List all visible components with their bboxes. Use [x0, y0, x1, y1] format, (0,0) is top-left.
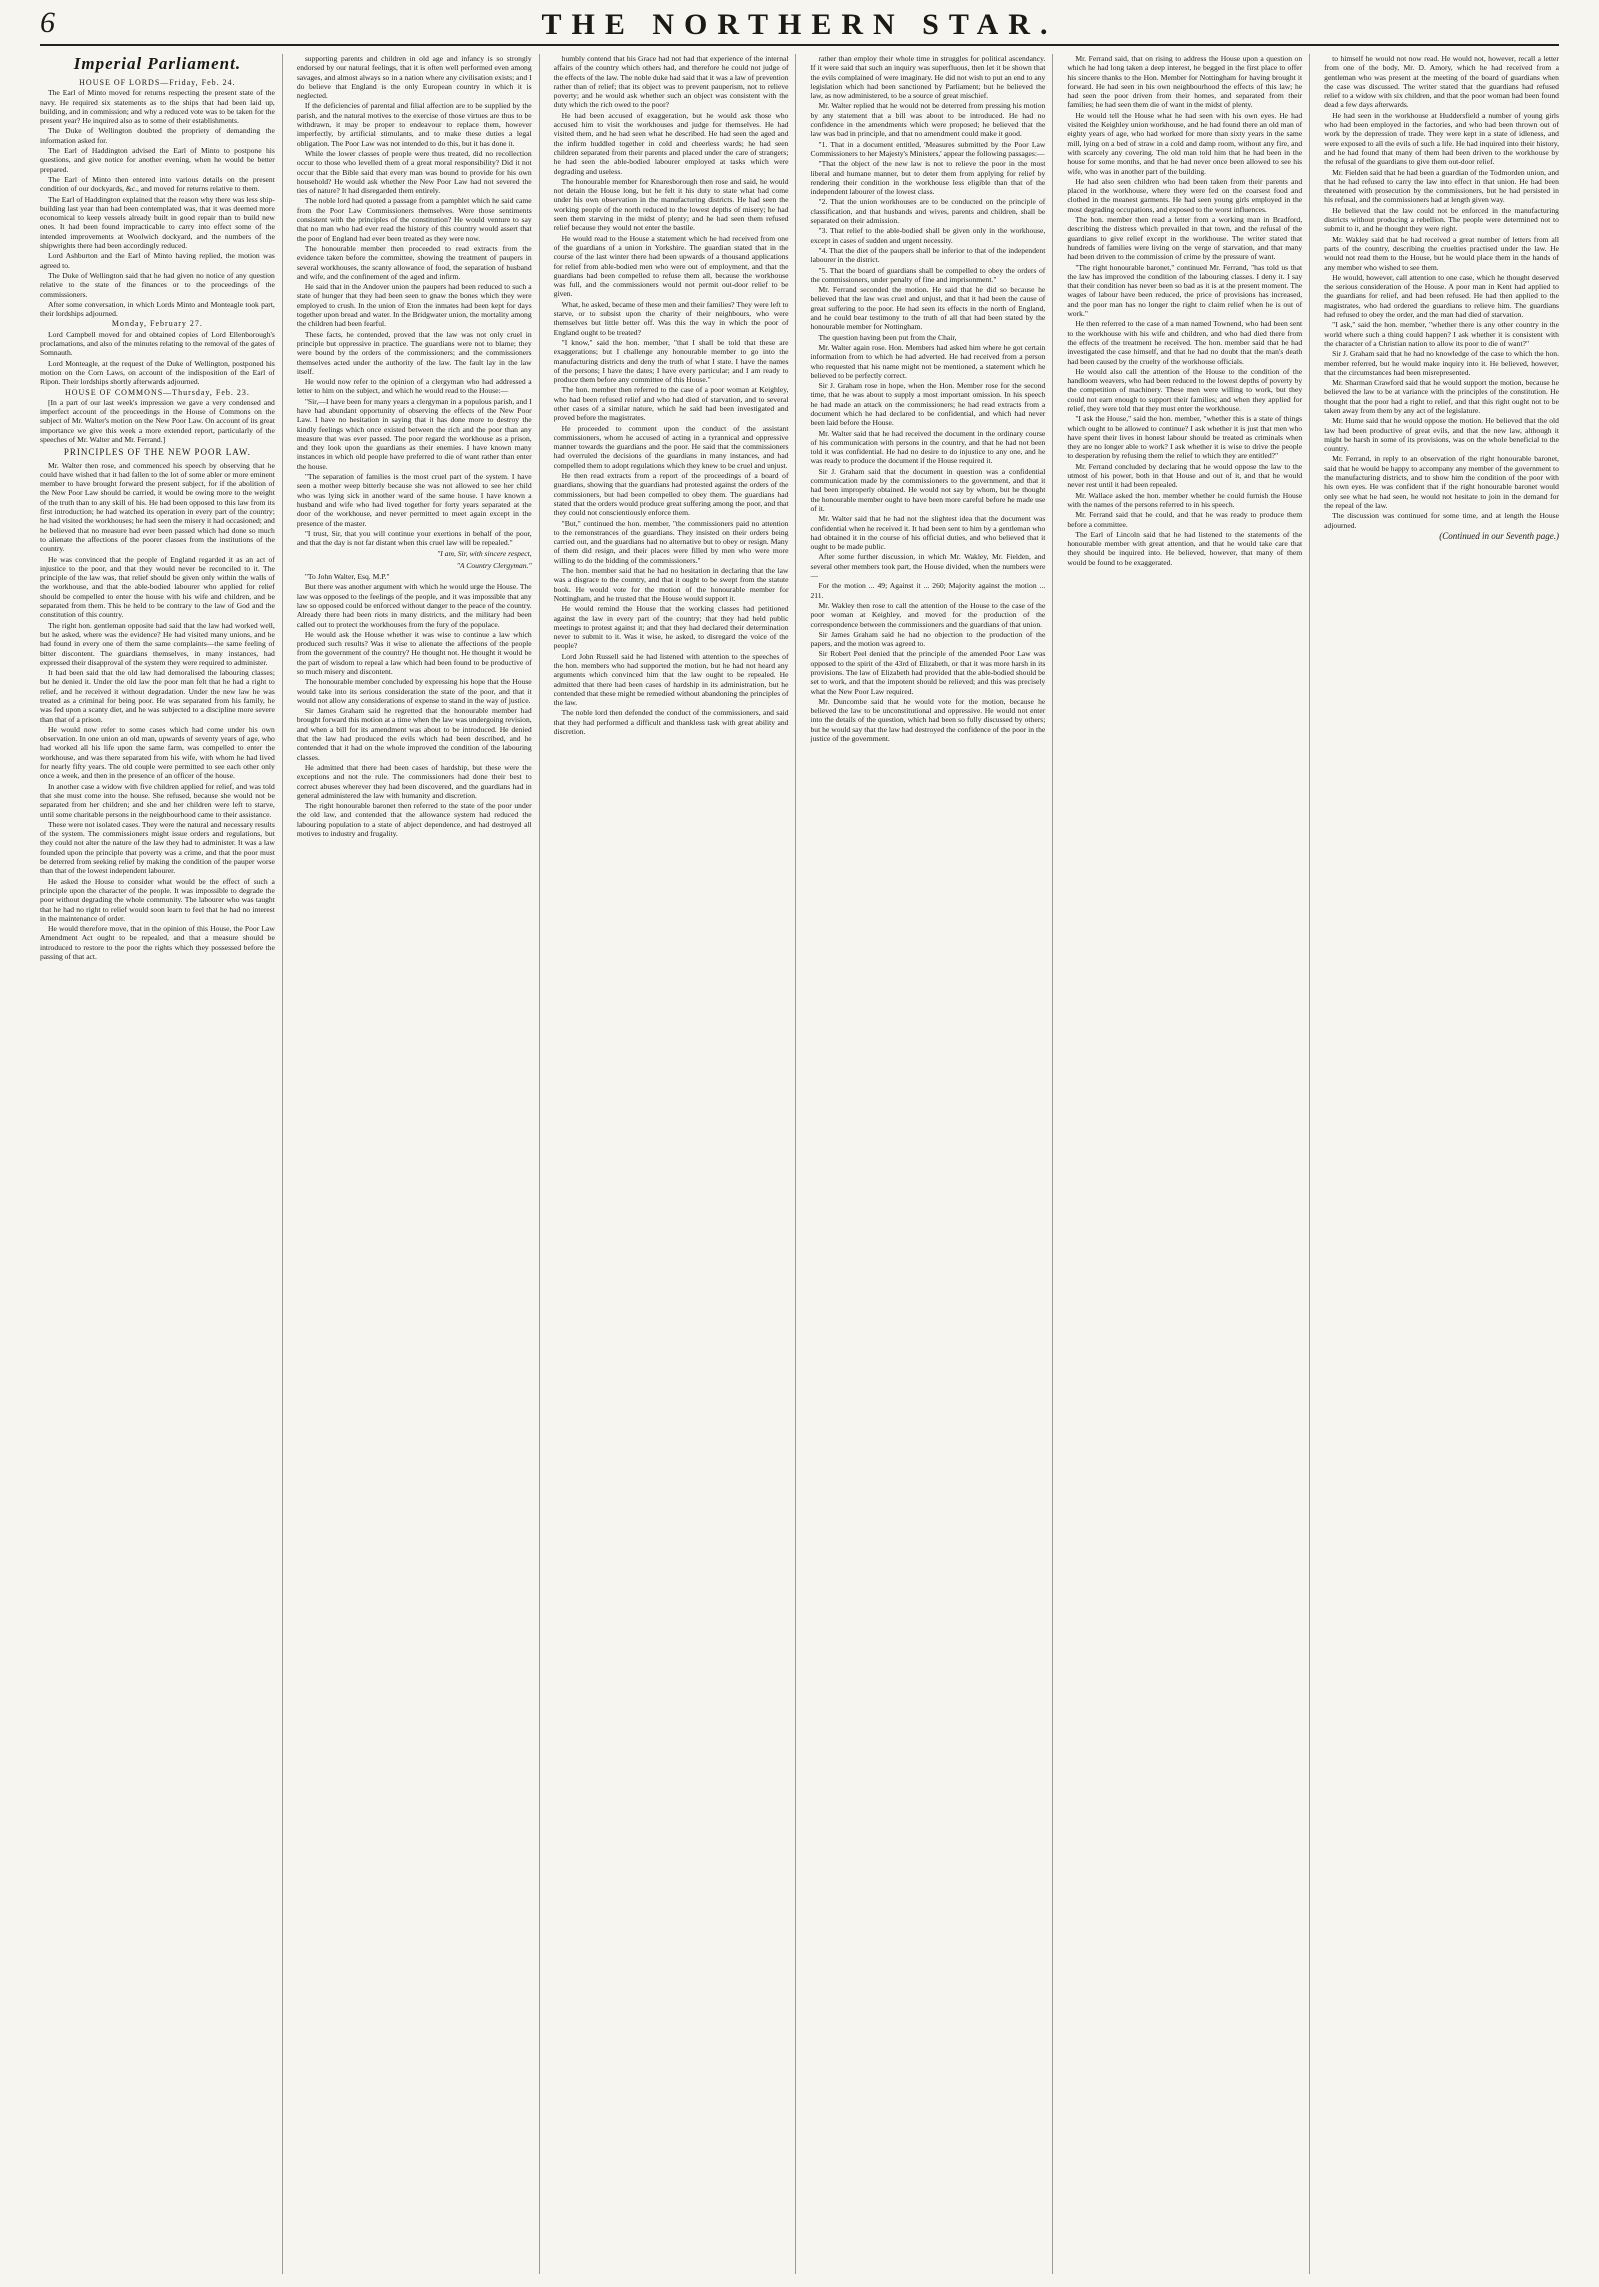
paragraph: But there was another argument with which he would urge the House. The law was opposed to the feelings of the people, and it was impossible that any law so opposed could be enforced without danger to the peace of the country. Already there had been riots in many districts, and the military had been called out to protect the workhouses from the fury of the populace. [296, 582, 532, 629]
paragraph: He then referred to the case of a man named Townend, who had been sent to the workhouse with his wife and children, and who had died there from the effects of the treatment he received. The hon. member said that he had investigated the case himself, and that he had no doubt that the man's death had been caused by the cruelty of the workhouse officials. [1067, 319, 1303, 366]
masthead: THE NORTHERN STAR. [541, 8, 1058, 41]
paragraph: The Earl of Minto then entered into various details on the present condition of our dockyards, &c., and moved for returns relative to them. [40, 174, 275, 194]
paragraph: The Duke of Wellington said that he had given no notice of any question relative to the state of the finances or to the proceedings of the commissioners. [40, 270, 275, 299]
paragraph: The noble lord then defended the conduct of the commissioners, and said that they had performed a difficult and thankless task with great ability and discretion. [553, 708, 789, 737]
paragraph: "The right honourable baronet," continued Mr. Ferrand, "has told us that the law has improved the condition of the labouring classes. I deny it. I say that their condition has never been so bad as it is at the present moment. The wages of labour have been reduced, the price of provisions has increased, and the poor man has no longer the right to claim relief when he is out of work." [1067, 262, 1303, 319]
paragraph: Sir Robert Peel denied that the principle of the amended Poor Law was opposed to the spirit of the 43rd of Elizabeth, or that it was more harsh in its provisions. The law of Elizabeth had provided that the able-bodied should be set to work, and that the impotent should be relieved; and this was precisely what the New Poor Law required. [810, 649, 1046, 696]
page-number: 6 [40, 6, 55, 39]
column-3 [554, 54, 797, 2274]
paragraph: Sir James Graham said he had no objection to the production of the papers, and the motion was agreed to. [810, 629, 1046, 649]
paragraph: Mr. Hume said that he would oppose the motion. He believed that the old law had been productive of great evils, and that the new law, although it might be harsh in some of its provisions, was on the whole beneficial to the country. [1324, 416, 1559, 454]
paragraph: The honourable member then proceeded to read extracts from the evidence taken before the committee, showing the treatment of paupers in several workhouses, the scanty allowance of food, the separation of husband and wife, and the confinement of the aged and infirm. [296, 243, 532, 281]
paragraph: He said that in the Andover union the paupers had been reduced to such a state of hunger that they had been seen to gnaw the bones which they were employed to crush. In the union of Eton the inmates had been kept for days together upon bread and water. In the Bridgwater union, the mortality among the children had been fearful. [296, 282, 532, 329]
continued-note: (Continued in our Seventh page.) [1439, 530, 1559, 541]
paragraph: He asked the House to consider what would be the effect of such a principle upon the character of the people. It was impossible to degrade the poor without degrading the whole community. The labourer who was taught that he had no right to relief would soon learn to feel that he had no interest in the maintenance of order. [40, 876, 275, 923]
column-5 [1067, 54, 1310, 2274]
paragraph: He would therefore move, that in the opinion of this House, the Poor Law Amendment Act ought to be repealed, and that a measure should be introduced to restore to the poor the rights which they possessed before the passing of that act. [40, 924, 275, 962]
paragraph: "5. That the board of guardians shall be compelled to obey the orders of the commissioners, under penalty of fine and imprisonment." [810, 265, 1046, 284]
paragraph: While the lower classes of people were thus treated, did no recollection occur to those who levelled them of a great moral responsibility? Did it not occur that the Bible said that every man was bound to provide for his own household? He would ask whether the New Poor Law had not severed the ties of nature? It had disregarded them entirely. [296, 148, 532, 196]
paragraph: In another case a widow with five children applied for relief, and was told that she must come into the house. She refused, because she would not be separated from her children; and she and her children were left to starve, until some charitable persons in the neighbourhood came to their assistance. [40, 781, 275, 819]
paragraph: "The separation of families is the most cruel part of the system. I have seen a mother weep bitterly because she was not allowed to see her child who was lying sick in another ward of the same house. I have known a husband and wife who had lived together for forty years separated at the door of the workhouse, and never permitted to meet again except in the presence of the master. [296, 472, 532, 528]
letter-signature: "A Country Clergyman." [456, 560, 532, 570]
paragraph: The honourable member for Knaresborough then rose and said, he would not detain the House long, but he felt it his duty to state what had come under his own observation in the manufacturing districts. He had seen the working people of the north reduced to the lowest depths of misery; he had seen them starving in the midst of plenty; and he had seen them refused relief because they would not enter the bastile. [553, 176, 789, 233]
paragraph: He admitted that there had been cases of hardship, but these were the exceptions and not the rule. The commissioners had done their best to correct abuses wherever they had been discovered, and the guardians had in general administered the law with humanity and discretion. [296, 762, 532, 800]
paragraph: "Sir,—I have been for many years a clergyman in a populous parish, and I have had abundant opportunity of observing the effects of the New Poor Law. I have no hesitation in saying that it has done more to destroy the kindly feelings which once existed between the rich and the poor than any measure that was ever passed. The poor regard the workhouse as a prison, and they look upon the guardians as their enemies. I have known many instances in which old people have preferred to die of want rather than enter the house. [296, 396, 532, 471]
paragraph: "I ask," said the hon. member, "whether there is any other country in the world where such a thing could happen? I ask whether it is consistent with the character of a Christian nation to allow its poor to die of want?" [1324, 320, 1559, 348]
paragraph: to himself he would not now read. He would not, however, recall a letter from one of the body, Mr. D. Amory, which he had received from a gentleman who was present at the meeting of the board of guardians when the case was discussed. The writer stated that the guardians had refused relief to a widow with six children, and that the poor woman had been found dead a few days afterwards. [1324, 54, 1559, 110]
paragraph: Lord Campbell moved for and obtained copies of Lord Ellenborough's proclamations, and also of the minutes relating to the removal of the gates of Somnauth. [40, 329, 275, 358]
house-heading: HOUSE OF LORDS—Friday, Feb. 24. [79, 78, 236, 87]
paragraph: rather than employ their whole time in struggles for political ascendancy. If it were said that such an inquiry was superfluous, then let it be shown that the evils complained of were imaginary. He did not wish to put an end to any legislation which had been sanctioned by Parliament; but he believed the law, as now administered, to be a source of great mischief. [810, 54, 1046, 101]
paragraph: He would also call the attention of the House to the condition of the handloom weavers, who had been reduced to the lowest depths of poverty by the competition of machinery. These men were willing to work, but they could not earn enough to support their families; and when they applied for relief, they were told that they must enter the workhouse. [1067, 366, 1303, 413]
paragraph: The noble lord had quoted a passage from a pamphlet which he said came from the Poor Law Commissioners themselves. Were those sentiments consistent with the principles of the constitution? He would venture to say that no man who had ever read the history of this country would assert that the poor of England had ever been treated as they were now. [296, 196, 532, 243]
paragraph: Lord Monteagle, at the request of the Duke of Wellington, postponed his motion on the Corn Laws, on account of the indisposition of the Earl of Ripon. Their lordships shortly afterwards adjourned. [40, 358, 275, 387]
paragraph: He would read to the House a statement which he had received from one of the guardians of a union in Yorkshire. The guardian stated that in the course of the last winter there had been upwards of a thousand applications for relief from able-bodied men who were out of employment, and that the guardians had been compelled to refuse them all, because the workhouse was full, and the commissioners would not permit out-door relief to be given. [553, 233, 789, 299]
paragraph: The right honourable baronet then referred to the state of the poor under the old law, and contended that the allowance system had reduced the labouring population to a state of abject dependence, and had destroyed all motives to industry and frugality. [296, 801, 532, 839]
paragraph: Mr. Wallace asked the hon. member whether he could furnish the House with the names of the persons referred to in his speech. [1067, 490, 1303, 509]
columns [40, 54, 1559, 2274]
paragraph: Mr. Walter said that he had not the slightest idea that the document was confidential when he received it. It had been sent to him by a gentleman who had obtained it in the course of his official duties, and who believed that it ought to be made public. [810, 514, 1046, 552]
paragraph: "But," continued the hon. member, "the commissioners paid no attention to the remonstrances of the guardians. They insisted on their orders being carried out, and the guardians had no alternative but to obey or resign. Many of them did resign, and their places were filled by men who were more willing to do the bidding of the commissioners." [553, 518, 789, 565]
paragraph: If the deficiencies of parental and filial affection are to be supplied by the parish, and the natural motives to the exercise of those virtues are thus to be withdrawn, it may be proper to endeavour to replace them, however imperfectly, by artificial stimulants, and to make these duties a legal obligation. The Poor Law was not intended to do this, but it has done it. [296, 101, 532, 148]
column-6 [1324, 54, 1559, 2274]
paragraph: The Earl of Minto moved for returns respecting the present state of the navy. He required six statements as to the ships that had been laid up, building, and in commission; and why a reduced vote was to be taken for the present year? He inquired also as to some of their establishments. [40, 88, 275, 126]
paragraph: Mr. Wakley said that he had received a great number of letters from all parts of the country, describing the cruelties practised under the law. He would not read them to the House, but he would place them in the hands of any member who wished to see them. [1324, 234, 1559, 272]
house-heading: Monday, February 27. [111, 319, 203, 329]
paragraph: "I know," said the hon. member, "that I shall be told that these are exaggerations; but I challenge any honourable member to go into the manufacturing districts and deny the truth of what I state. I have the names of the persons; I have the dates; I have every particular; and I am ready to produce them before any committee of this House." [553, 337, 789, 385]
paragraph: He would ask the House whether it was wise to continue a law which produced such results? Was it wise to alienate the affections of the people from the government of the country? He thought not. He thought it would be the part of wisdom to repeal a law which had been found to be productive of so much misery and discontent. [296, 629, 532, 676]
paragraph: These were not isolated cases. They were the natural and necessary results of the system. The commissioners might issue orders and regulations, but they could not alter the nature of the law they had to administer. It was a law founded upon the principle that poverty was a crime, and that the poor must be deterred from seeking relief by making the condition of the pauper worse than that of the lowest independent labourer. [40, 819, 275, 876]
paragraph: The discussion was continued for some time, and at length the House adjourned. [1324, 511, 1559, 530]
paragraph: He would tell the House what he had seen with his own eyes. He had visited the Keighley union workhouse, and he had found there an old man of eighty years of age, who had worked for more than sixty years in the same mill, lying on a bed of straw in a cold and damp room, without any fire, and with scarcely any covering. The old man told him that he had been in the house for some months, and that he had never once been allowed to see his wife, who was in another part of the building. [1067, 110, 1303, 176]
paragraph: Mr. Ferrand seconded the motion. He said that he did so because he believed that the law was cruel and unjust, and that it had been the cause of great suffering to the poor. He had seen its effects in the north of England, and he could bear testimony to the truth of all that had been stated by the honourable member for Nottingham. [810, 285, 1046, 332]
paragraph: Mr. Duncombe said that he would vote for the motion, because he believed the law to be unconstitutional and oppressive. He would not enter into the details of the question, which had been so fully discussed by others; but he would say that the law had destroyed the confidence of the poor in the justice of the government. [810, 696, 1046, 744]
letter-signature: "I am, Sir, with sincere respect, [437, 549, 532, 559]
paragraph: Lord John Russell said he had listened with attention to the speeches of the hon. members who had supported the motion, but he had not heard any arguments which convinced him that the law ought to be repealed. He admitted that there had been cases of hardship in its administration, but he contended that these might be remedied without abandoning the principles of the law. [553, 651, 789, 708]
paragraph: The hon. member then read a letter from a working man in Bradford, describing the distress which prevailed in that town, and the refusal of the guardians to give relief except in the workhouse. The writer stated that hundreds of families were living on the verge of starvation, and that many had been driven to the commission of crime by the pressure of want. [1067, 215, 1303, 262]
paragraph: Mr. Walter then rose, and commenced his speech by observing that he could have wished that it had fallen to the lot of some abler or more eminent member to have brought forward the present subject, for if the abolition of the New Poor Law should be carried, it would be owing more to the weight of the truth than to any skill of his. He had been opposed to this law from its first introduction; he had watched its operation in every part of the country; he had visited the workhouses; he had seen the misery it had occasioned; and he believed that no measure had ever been passed which had done so much to alienate the affections of the poorer classes from the institutions of the country. [40, 460, 275, 554]
paragraph: Sir J. Graham said that the document in question was a confidential communication made by the commissioners to the government, and that it had been improperly obtained. He would not say by whom, but he thought the honourable member ought to have been more careful before he made use of it. [810, 466, 1046, 513]
paragraph: Mr. Ferrand, in reply to an observation of the right honourable baronet, said that he would be happy to accompany any member of the government to the manufacturing districts, and to show him the condition of the poor with his own eyes. He was confident that if the right honourable baronet would only see what he had seen, he would not hesitate to join in the demand for the repeal of the law. [1324, 454, 1559, 510]
column-1 [40, 54, 283, 2274]
paragraph: "1. That in a document entitled, 'Measures submitted by the Poor Law Commissioners to her Majesty's Ministers,' appear the following passages:— [810, 139, 1046, 158]
paragraph: The Earl of Haddington explained that the reason why there was less ship-building last year than had been contemplated was, that it was deemed more economical to keep vessels already built in good repair than to build new ones. It had been found impracticable to carry into effect some of the intended improvements at Woolwich dockyard, and the numbers of the shipwrights there had been accordingly reduced. [40, 194, 275, 251]
paragraph: Mr. Wakley then rose to call the attention of the House to the case of the poor woman at Keighley, and moved for the production of the correspondence between the commissioners and the guardians of that union. [810, 600, 1046, 629]
paragraph: [In a part of our last week's impression we gave a very condensed and imperfect account of the proceedings in the House of Commons on the subject of Mr. Walter's motion on the New Poor Law. On account of its great importance we give this week a more extended report, particularly of the speeches of Mr. Walter and Mr. Ferrand.] [40, 397, 275, 444]
paragraph: He had seen in the workhouse at Huddersfield a number of young girls who had been employed in the factories, and who had been thrown out of work by the depression of trade. They were kept in a state of idleness, and were exposed to all the evils of such a life. He had inquired into their history, and he had found that many of them had been driven to the workhouse by the refusal of the guardians to give them out-door relief. [1324, 110, 1559, 167]
paragraph: "To John Walter, Esq. M.P." [304, 572, 390, 582]
paragraph: He believed that the law could not be enforced in the manufacturing districts without producing a rebellion. The people were determined not to submit to it, and he thought they were right. [1324, 205, 1559, 234]
paragraph: Mr. Walter said that he had received the document in the ordinary course of his communication with persons in the country, and that he had not been told it was confidential. He had no desire to do injustice to any one, and he was ready to produce the document if the House required it. [810, 428, 1046, 466]
paragraph: The hon. member then referred to the case of a poor woman at Keighley, who had been refused relief and who had died of starvation, and to several other cases of a similar nature, which he said had been investigated and proved before the magistrates. [553, 385, 789, 423]
paragraph: "I ask the House," said the hon. member, "whether this is a state of things which ought to be allowed to continue? I ask whether it is just that men who have spent their lives in honest labour should be treated as criminals when they are no longer able to work? I ask whether it is wise to drive the people to desperation by refusing them the relief to which they are entitled?" [1067, 414, 1303, 461]
paragraph: The honourable member concluded by expressing his hope that the House would take into its serious consideration the state of the poor, and that it would not allow any considerations of expense to stand in the way of justice. [296, 677, 532, 705]
paragraph: "2. That the union workhouses are to be conducted on the principle of classification, and that husbands and wives, parents and children, shall be separated on their admission. [810, 197, 1046, 226]
paragraph: Sir J. Graham said that he had no knowledge of the case to which the hon. member referred, but he would make inquiry into it. He believed, however, that the circumstances had been misrepresented. [1324, 349, 1559, 377]
paragraph: After some further discussion, in which Mr. Wakley, Mr. Fielden, and several other members took part, the House divided, when the numbers were— [810, 552, 1046, 581]
paragraph: Mr. Ferrand said that he could, and that he was ready to produce them before a committee. [1067, 510, 1303, 529]
paragraph: He had also seen children who had been taken from their parents and placed in the workhouse, where they were fed on the coarsest food and clothed in the meanest garments. He had seen young girls employed in the most degrading occupations, and exposed to the worst influences. [1067, 176, 1303, 214]
paragraph: He was convinced that the people of England regarded it as an act of injustice to the poor, and that they would never be reconciled to it. The principle of the law was, that relief should be given only within the walls of the workhouse, and that the able-bodied labourer who applied for relief should be compelled to enter the house with his wife and children, and be separated from them. This he held to be contrary to the law of God and the constitution of this country. [40, 554, 275, 620]
paragraph: Mr. Walter again rose. Hon. Members had asked him where he got certain information from to which he had adverted. He had received from a person who requested that his name might not be mentioned, a statement which he believed to be perfectly correct. [810, 342, 1046, 380]
section-title: Imperial Parliament. [73, 54, 242, 73]
column-4 [810, 54, 1053, 2274]
paragraph: The hon. member said that he had no hesitation in declaring that the law was a disgrace to the country, and that it ought to be swept from the statute book. He would vote for the motion of the honourable member for Nottingham, and he trusted that the House would support it. [553, 566, 789, 603]
paragraph: "3. That relief to the able-bodied shall be given only in the workhouse, except in cases of sudden and urgent necessity. [810, 226, 1046, 245]
paragraph: Mr. Ferrand said, that on rising to address the House upon a question on which he had long taken a deep interest, he begged in the first place to offer his sincere thanks to the Hon. Member for Nottingham for having brought it forward. He had seen in his own neighbourhood the effects of this law; he had seen the poor driven from their homes, and separated from their families; he had seen them die of want in the midst of plenty. [1067, 54, 1303, 110]
paragraph: "I trust, Sir, that you will continue your exertions in behalf of the poor, and that the day is not far distant when this cruel law will be repealed." [296, 528, 532, 548]
paragraph: He had been accused of exaggeration, but he would ask those who accused him to visit the workhouses and judge for themselves. He had visited them, and he had seen what he described. He had seen the aged and the infirm huddled together in cold and cheerless wards; he had seen children separated from their parents and placed under the care of strangers; he had seen the able-bodied labourer employed at tasks which were degrading and useless. [553, 110, 789, 176]
paragraph: supporting parents and children in old age and infancy is so strongly endorsed by our natural feelings, that it is often well performed even among savages, and almost always so in a nation where any civilisation exists; and I do believe that England is the only European country in which it is neglected. [296, 54, 532, 101]
paragraph: He proceeded to comment upon the conduct of the assistant commissioners, whom he accused of acting in a tyrannical and oppressive manner towards the guardians and the poor. He said that the commissioners had overruled the decisions of the guardians in many instances, and had compelled them to adopt regulations which they knew to be cruel and unjust. [553, 423, 789, 470]
paragraph: Sir James Graham said he regretted that the honourable member had brought forward this motion at a time when the law was undergoing revision, and when a bill for its amendment was about to be introduced. He denied that the law had produced the evils which had been described, and he contended that it had on the whole improved the condition of the labouring classes. [296, 706, 532, 762]
paragraph: The question having been put from the Chair, [818, 332, 957, 342]
paragraph: Mr. Sharman Crawford said that he would support the motion, because he believed the law to be at variance with the principles of the constitution. He thought that the poor had a right to relief, and that this right ought not to be taken away from them by any act of the legislature. [1324, 378, 1559, 415]
paragraph: The right hon. gentleman opposite had said that the law had worked well, but he asked, where was the evidence? He had visited many unions, and he had found in every one of them the same complaints—the same feeling of bitter discontent. The guardians themselves, in many instances, had expressed their disapproval of the system they were required to administer. [40, 620, 275, 667]
paragraph: It had been said that the old law had demoralised the labouring classes; but he denied it. Under the old law the poor man felt that he had a right to relief, and he received it without degradation. Under the new law he was treated as a criminal for being poor. He was separated from his family, he was fed upon a scanty diet, and he was subjected to a discipline more severe than that of a prison. [40, 668, 275, 724]
paragraph: The Duke of Wellington doubted the propriety of demanding the information asked for. [40, 126, 275, 145]
paragraph: "4. That the diet of the paupers shall be inferior to that of the independent labourer in the district. [810, 245, 1046, 265]
paragraph: He would remind the House that the working classes had petitioned against the law in every part of the country; that they had held public meetings to protest against it; and that they had declared their determination never to submit to it. Was it wise, he asked, to disregard the voice of the people? [553, 604, 789, 651]
house-heading: HOUSE OF COMMONS—Thursday, Feb. 23. [64, 387, 250, 397]
paragraph: Sir J. Graham rose in hope, when the Hon. Member rose for the second time, that he was about to supply a most important omission. In his speech he had made an attack on the commissioners; he had read extracts from a document which he had declared to be confidential, and which had never been laid before the House. [810, 381, 1046, 428]
page-header [40, 4, 1559, 46]
paragraph: He would, however, call attention to one case, which he thought deserved the serious consideration of the House. A poor man in Kent had applied to the guardians for relief, and had been refused. He had then applied to the magistrates, who had ordered the guardians to relieve him. The guardians had refused to obey the order, and the man had died of starvation. [1324, 272, 1559, 320]
paragraph: He then read extracts from a report of the proceedings of a board of guardians, showing that the guardians had protested against the orders of the commissioners, but had been compelled to obey them. The guardians had stated that the orders would produce great suffering among the poor, and that they could not conscientiously enforce them. [553, 471, 789, 518]
paragraph: Mr. Walter replied that he would not be deterred from pressing his motion by any statement that a bill was about to be introduced. He had no confidence in the amendments which were proposed; he believed that the law was bad in principle, and that no amendment could make it good. [810, 101, 1046, 139]
paragraph: After some conversation, in which Lords Minto and Monteagle took part, their lordships adjourned. [40, 299, 275, 319]
paragraph: "That the object of the new law is not to relieve the poor in the most liberal and humane manner, but to deter them from applying for relief by rendering their condition in the workhouse less eligible than that of the independent labourer of the lowest class. [810, 159, 1046, 197]
paragraph: What, he asked, became of these men and their families? They were left to starve, or to subsist upon the charity of their neighbours, who were themselves but little better off. Was this the way in which the poor of England ought to be treated? [553, 299, 789, 337]
paragraph: Mr. Ferrand concluded by declaring that he would oppose the law to the utmost of his power, both in that House and out of it, and that he would never rest until it had been repealed. [1067, 461, 1303, 490]
sub-heading: PRINCIPLES OF THE NEW POOR LAW. [63, 447, 251, 458]
paragraph: Lord Ashburton and the Earl of Minto having replied, the motion was agreed to. [40, 251, 275, 270]
paragraph: He would now refer to some cases which had come under his own observation. In one union an old man, upwards of seventy years of age, who had worked all his life upon the same farm, was compelled to enter the workhouse, and was there separated from his wife, with whom he had lived for nearly fifty years. The old couple were permitted to see each other only once a week, and then in the presence of an officer of the house. [40, 724, 275, 781]
paragraph: humbly contend that his Grace had not had that experience of the internal affairs of the country which others had, and therefore he could not judge of the effects of the law. The noble duke had said that it was a law of prevention rather than of relief; that its object was to prevent pauperism, not to relieve poverty; and he would ask whether such an object was consistent with the duty which the rich owed to the poor? [553, 54, 789, 110]
paragraph: The Earl of Haddington advised the Earl of Minto to postpone his questions, and give notice for another evening, when he would be better prepared. [40, 146, 275, 174]
paragraph: Mr. Fielden said that he had been a guardian of the Todmorden union, and that he had refused to carry the law into effect in that union. He had been threatened with prosecution by the commissioners, but he had persisted in his refusal, and the commissioners had at length given way. [1324, 167, 1559, 205]
paragraph: He would now refer to the opinion of a clergyman who had addressed a letter to him on the subject, and which he would read to the House:— [296, 377, 532, 396]
column-2 [297, 54, 540, 2274]
paragraph: These facts, he contended, proved that the law was not only cruel in principle but oppressive in practice. The guardians were not to blame; they were bound by the orders of the commissioners; and the commissioners themselves acted under the authority of the law. The fault lay in the law itself. [296, 329, 532, 376]
paragraph: For the motion ... 49; Against it ... 260; Majority against the motion ... 211. [810, 581, 1046, 600]
paragraph: The Earl of Lincoln said that he had listened to the statements of the honourable member with great attention, and that he would take care that they should be inquired into. He believed, however, that many of them would be found to be exaggerated. [1067, 529, 1303, 567]
